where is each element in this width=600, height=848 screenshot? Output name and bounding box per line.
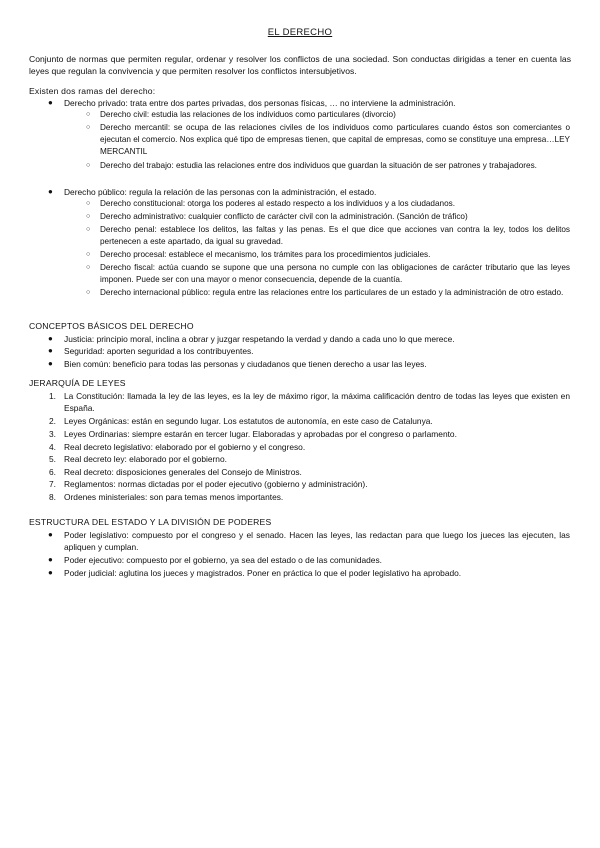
- circle-bullet-icon: ○: [86, 124, 91, 131]
- circle-bullet-icon: ○: [86, 200, 91, 207]
- section-heading-jerarquia: JERARQUÍA DE LEYES: [29, 378, 126, 388]
- list-item-real-decreto: Real decreto: disposiciones generales del Consejo de Ministros.: [64, 467, 302, 477]
- list-number: 3.: [49, 429, 56, 439]
- section-heading-estructura: ESTRUCTURA DEL ESTADO Y LA DIVISIÓN DE PODERES: [29, 517, 272, 527]
- list-item-poder-judicial: Poder judicial: aglutina los jueces y magistrados. Poner en práctica lo que el poder legislativo ha aprobado.: [64, 568, 462, 578]
- bullet-icon: ●: [48, 334, 53, 343]
- bullet-icon: ●: [48, 346, 53, 355]
- circle-bullet-icon: ○: [86, 162, 91, 169]
- sub-item-fiscal: Derecho fiscal: actúa cuando se supone que una persona no cumple con las obligaciones de carácter tributario que las leyes imponen. Puede ser con una mayor o menor consecuencia, depende de la cuantía.: [100, 263, 570, 284]
- ramas-intro: Existen dos ramas del derecho:: [29, 86, 156, 96]
- bullet-icon: ●: [48, 530, 53, 539]
- list-item-leyes-ordinarias: Leyes Ordinarias: siempre estarán en tercer lugar. Elaboradas y aprobadas por el congreso o parlamento.: [64, 429, 457, 439]
- list-number: 4.: [49, 442, 56, 452]
- list-item-derecho-privado: Derecho privado: trata entre dos partes privadas, dos personas físicas, … no interviene la administración.: [64, 98, 456, 108]
- list-item-poder-ejecutivo: Poder ejecutivo: compuesto por el gobierno, ya sea del estado o de las comunidades.: [64, 555, 382, 565]
- sub-item-internacional: Derecho internacional público: regula entre las relaciones entre los particulares de un estado y la administración de otro estado.: [100, 288, 564, 297]
- bullet-icon: ●: [48, 555, 53, 564]
- list-item-ordenes-ministeriales: Ordenes ministeriales: son para temas menos importantes.: [64, 492, 284, 502]
- list-number: 5.: [49, 454, 56, 464]
- list-number: 1.: [49, 391, 56, 401]
- intro-paragraph: Conjunto de normas que permiten regular, ordenar y resolver los conflictos de una sociedad. Son conductas dirigidas a tener en cuenta las leyes que regulan la convivencia y que permiten resolver los conflictos intersubjetivos.: [29, 54, 571, 76]
- sub-item-mercantil: Derecho mercantil: se ocupa de las relaciones civiles de los individuos como particulares cuando éstos son comerciantes o ejecutan el comercio. Nos explica qué tipo de empresas tienen, que capital de empresas, como se constituye una empresa…LEY MERCANTIL: [100, 123, 570, 156]
- list-item-leyes-organicas: Leyes Orgánicas: están en segundo lugar. Los estatutos de autonomía, en este caso de Catalunya.: [64, 416, 433, 426]
- circle-bullet-icon: ○: [86, 213, 91, 220]
- list-number: 2.: [49, 416, 56, 426]
- bullet-icon: ●: [48, 98, 53, 107]
- circle-bullet-icon: ○: [86, 289, 91, 296]
- list-item-decreto-ley: Real decreto ley: elaborado por el gobierno.: [64, 454, 227, 464]
- list-item-decreto-legislativo: Real decreto legislativo: elaborado por el gobierno y el congreso.: [64, 442, 306, 452]
- page-title: EL DERECHO: [267, 27, 333, 38]
- list-number: 8.: [49, 492, 56, 502]
- bullet-icon: ●: [48, 359, 53, 368]
- list-item-poder-legislativo: Poder legislativo: compuesto por el congreso y el senado. Hacen las leyes, las redactan para que luego los jueces las ejecuten, las apliquen y cumplan.: [64, 530, 570, 552]
- sub-item-trabajo: Derecho del trabajo: estudia las relaciones entre dos individuos que guardan la situación de ser patrones y trabajadores.: [100, 161, 537, 170]
- list-number: 6.: [49, 467, 56, 477]
- sub-item-constitucional: Derecho constitucional: otorga los poderes al estado respecto a los individuos y a los ciudadanos.: [100, 199, 456, 208]
- circle-bullet-icon: ○: [86, 226, 91, 233]
- section-heading-conceptos: CONCEPTOS BÁSICOS DEL DERECHO: [29, 321, 194, 331]
- list-item-derecho-publico: Derecho público: regula la relación de las personas con la administración, el estado.: [64, 187, 377, 197]
- bullet-icon: ●: [48, 187, 53, 196]
- list-item-bien-comun: Bien común: beneficio para todas las personas y ciudadanos que tienen derecho a usar las leyes.: [64, 359, 427, 369]
- list-item-constitucion: La Constitución: llamada la ley de las leyes, es la ley de máximo rigor, la máxima calificación dentro de todas las leyes que existen en España.: [64, 391, 570, 413]
- circle-bullet-icon: ○: [86, 264, 91, 271]
- list-number: 7.: [49, 479, 56, 489]
- sub-item-administrativo: Derecho administrativo: cualquier conflicto de carácter civil con la administración. (Sanción de tráfico): [100, 212, 468, 221]
- sub-item-penal: Derecho penal: establece los delitos, las faltas y las penas. Es el que dice que acciones van contra la ley, todos los delitos pertenecen a este apartado, da igual su gravedad.: [100, 225, 570, 246]
- circle-bullet-icon: ○: [86, 251, 91, 258]
- list-item-seguridad: Seguridad: aporten seguridad a los contribuyentes.: [64, 346, 254, 356]
- sub-item-civil: Derecho civil: estudia las relaciones de los individuos como particulares (divorcio): [100, 110, 396, 119]
- list-item-reglamentos: Reglamentos: normas dictadas por el poder ejecutivo (gobierno y administración).: [64, 479, 368, 489]
- circle-bullet-icon: ○: [86, 111, 91, 118]
- list-item-justicia: Justicia: principio moral, inclina a obrar y juzgar respetando la verdad y dando a cada uno lo que merece.: [64, 334, 455, 344]
- sub-item-procesal: Derecho procesal: establece el mecanismo, los trámites para los procedimientos judiciales.: [100, 250, 431, 259]
- bullet-icon: ●: [48, 568, 53, 577]
